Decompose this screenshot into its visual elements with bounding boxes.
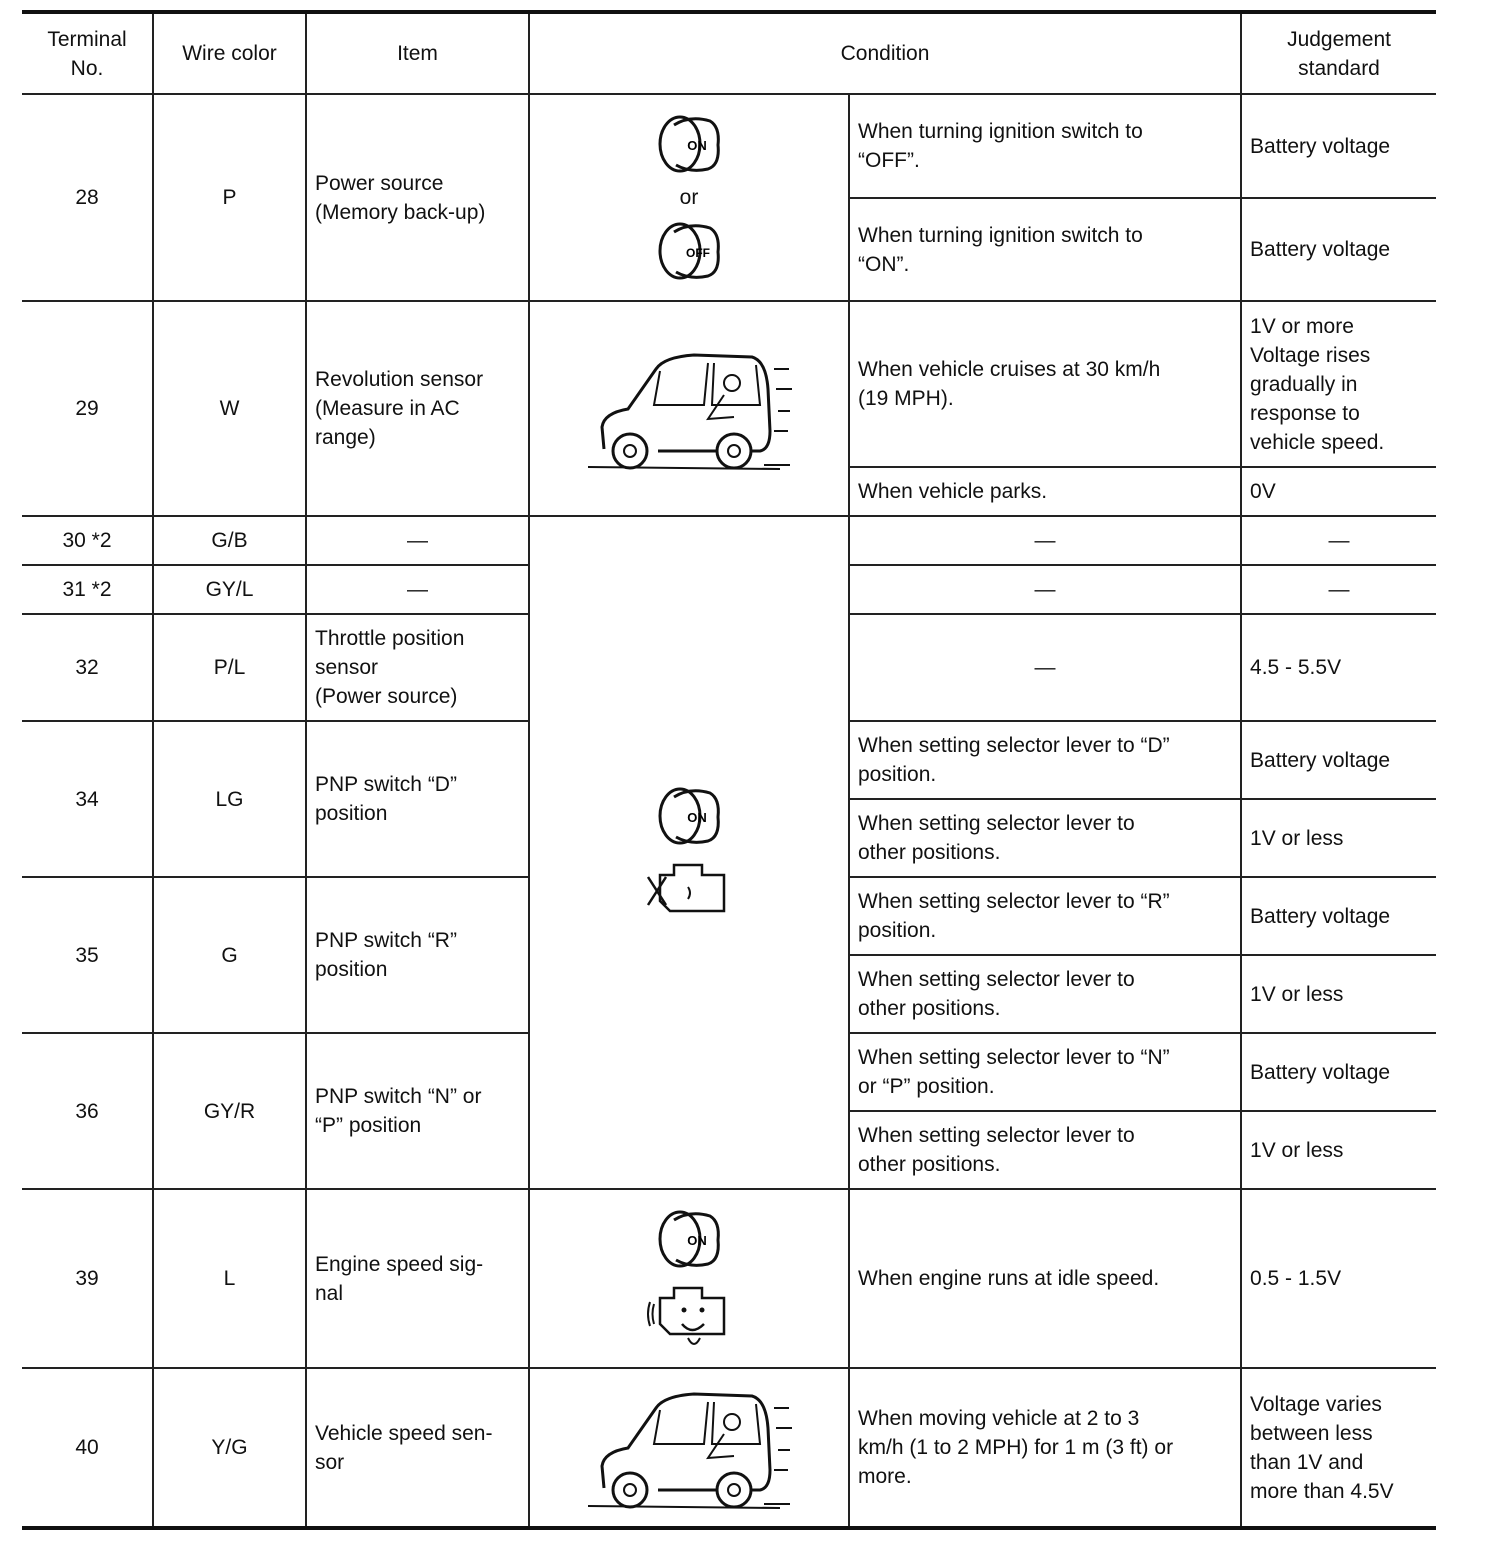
wire-color: Y/G bbox=[153, 1368, 306, 1528]
wire-color: GY/R bbox=[153, 1033, 306, 1189]
judgement-value: 1V or less bbox=[1241, 955, 1436, 1033]
judgement-value: Voltage varies between less than 1V and more than 4.5V bbox=[1241, 1368, 1436, 1528]
wire-color: G/B bbox=[153, 516, 306, 565]
wire-color: G bbox=[153, 877, 306, 1033]
terminal-no: 40 bbox=[22, 1368, 153, 1528]
condition-text: When moving vehicle at 2 to 3 km/h (1 to 2 MPH) for 1 m (3 ft) or more. bbox=[849, 1368, 1241, 1528]
table-row bbox=[22, 516, 1436, 565]
condition-text: When engine runs at idle speed. bbox=[849, 1189, 1241, 1368]
header-condition: Condition bbox=[529, 12, 1241, 94]
wire-color: W bbox=[153, 301, 306, 516]
condition-text: When setting selector lever to “D” position. bbox=[849, 721, 1241, 799]
table-row bbox=[22, 1189, 1436, 1368]
engine-running-icon bbox=[644, 1280, 734, 1352]
judgement-value: 1V or more Voltage rises gradually in response to vehicle speed. bbox=[1241, 301, 1436, 467]
terminal-spec-table bbox=[22, 10, 1436, 1530]
condition-icons bbox=[529, 1189, 849, 1368]
wire-color: LG bbox=[153, 721, 306, 877]
terminal-no: 29 bbox=[22, 301, 153, 516]
table-row bbox=[22, 301, 1436, 467]
wire-color: P/L bbox=[153, 614, 306, 721]
ignition-on-label: ON bbox=[687, 809, 707, 825]
wire-color: P bbox=[153, 94, 306, 301]
terminal-no: 34 bbox=[22, 721, 153, 877]
table-row bbox=[22, 1368, 1436, 1528]
judgement-value: Battery voltage bbox=[1241, 1033, 1436, 1111]
item-name: — bbox=[306, 516, 529, 565]
terminal-no: 35 bbox=[22, 877, 153, 1033]
judgement-value: — bbox=[1241, 565, 1436, 614]
ignition-on-icon bbox=[654, 1206, 724, 1272]
condition-text: When setting selector lever to other positions. bbox=[849, 955, 1241, 1033]
judgement-value: 0V bbox=[1241, 467, 1436, 516]
ignition-on-label: ON bbox=[687, 138, 707, 153]
condition-text: When turning ignition switch to “ON”. bbox=[849, 198, 1241, 301]
terminal-no: 39 bbox=[22, 1189, 153, 1368]
condition-text: When setting selector lever to other positions. bbox=[849, 799, 1241, 877]
terminal-no: 31 *2 bbox=[22, 565, 153, 614]
condition-icons bbox=[529, 94, 849, 301]
header-wire-color: Wire color bbox=[153, 12, 306, 94]
item-name: PNP switch “N” or “P” position bbox=[306, 1033, 529, 1189]
wire-color: L bbox=[153, 1189, 306, 1368]
ignition-on-icon bbox=[654, 111, 724, 177]
terminal-no: 28 bbox=[22, 94, 153, 301]
condition-text: When turning ignition switch to “OFF”. bbox=[849, 94, 1241, 198]
vehicle-driving-icon bbox=[584, 339, 794, 479]
judgement-value: Battery voltage bbox=[1241, 721, 1436, 799]
judgement-value: Battery voltage bbox=[1241, 877, 1436, 955]
condition-text: When vehicle cruises at 30 km/h (19 MPH). bbox=[849, 301, 1241, 467]
or-label: or bbox=[679, 186, 699, 209]
item-name: Power source (Memory back-up) bbox=[306, 94, 529, 301]
ignition-on-icon bbox=[654, 783, 724, 849]
terminal-no: 36 bbox=[22, 1033, 153, 1189]
condition-icons bbox=[529, 516, 849, 1189]
condition-text: When setting selector lever to “N” or “P” position. bbox=[849, 1033, 1241, 1111]
table-row bbox=[22, 94, 1436, 198]
wire-color: GY/L bbox=[153, 565, 306, 614]
judgement-value: 1V or less bbox=[1241, 799, 1436, 877]
vehicle-driving-icon bbox=[584, 1378, 794, 1518]
header-judgement-standard: Judgement standard bbox=[1241, 12, 1436, 94]
terminal-no: 32 bbox=[22, 614, 153, 721]
condition-text: When setting selector lever to other positions. bbox=[849, 1111, 1241, 1189]
item-name: PNP switch “D” position bbox=[306, 721, 529, 877]
judgement-value: 1V or less bbox=[1241, 1111, 1436, 1189]
condition-text: When setting selector lever to “R” position. bbox=[849, 877, 1241, 955]
condition-text: — bbox=[849, 614, 1241, 721]
item-name: Revolution sensor (Measure in AC range) bbox=[306, 301, 529, 516]
condition-text: — bbox=[849, 565, 1241, 614]
judgement-value: 0.5 - 1.5V bbox=[1241, 1189, 1436, 1368]
header-terminal-no: Terminal No. bbox=[22, 12, 153, 94]
ignition-off-icon bbox=[654, 218, 724, 284]
header-row bbox=[22, 12, 1436, 94]
item-name: — bbox=[306, 565, 529, 614]
ignition-on-label: ON bbox=[687, 1232, 707, 1248]
item-name: Engine speed sig- nal bbox=[306, 1189, 529, 1368]
condition-icons bbox=[529, 1368, 849, 1528]
ignition-off-label: OFF bbox=[686, 246, 710, 260]
terminal-no: 30 *2 bbox=[22, 516, 153, 565]
condition-icons bbox=[529, 301, 849, 516]
item-name: Vehicle speed sen- sor bbox=[306, 1368, 529, 1528]
judgement-value: Battery voltage bbox=[1241, 94, 1436, 198]
header-item: Item bbox=[306, 12, 529, 94]
condition-text: When vehicle parks. bbox=[849, 467, 1241, 516]
judgement-value: — bbox=[1241, 516, 1436, 565]
condition-text: — bbox=[849, 516, 1241, 565]
item-name: PNP switch “R” position bbox=[306, 877, 529, 1033]
judgement-value: Battery voltage bbox=[1241, 198, 1436, 301]
judgement-value: 4.5 - 5.5V bbox=[1241, 614, 1436, 721]
engine-off-icon bbox=[644, 857, 734, 923]
item-name: Throttle position sensor (Power source) bbox=[306, 614, 529, 721]
